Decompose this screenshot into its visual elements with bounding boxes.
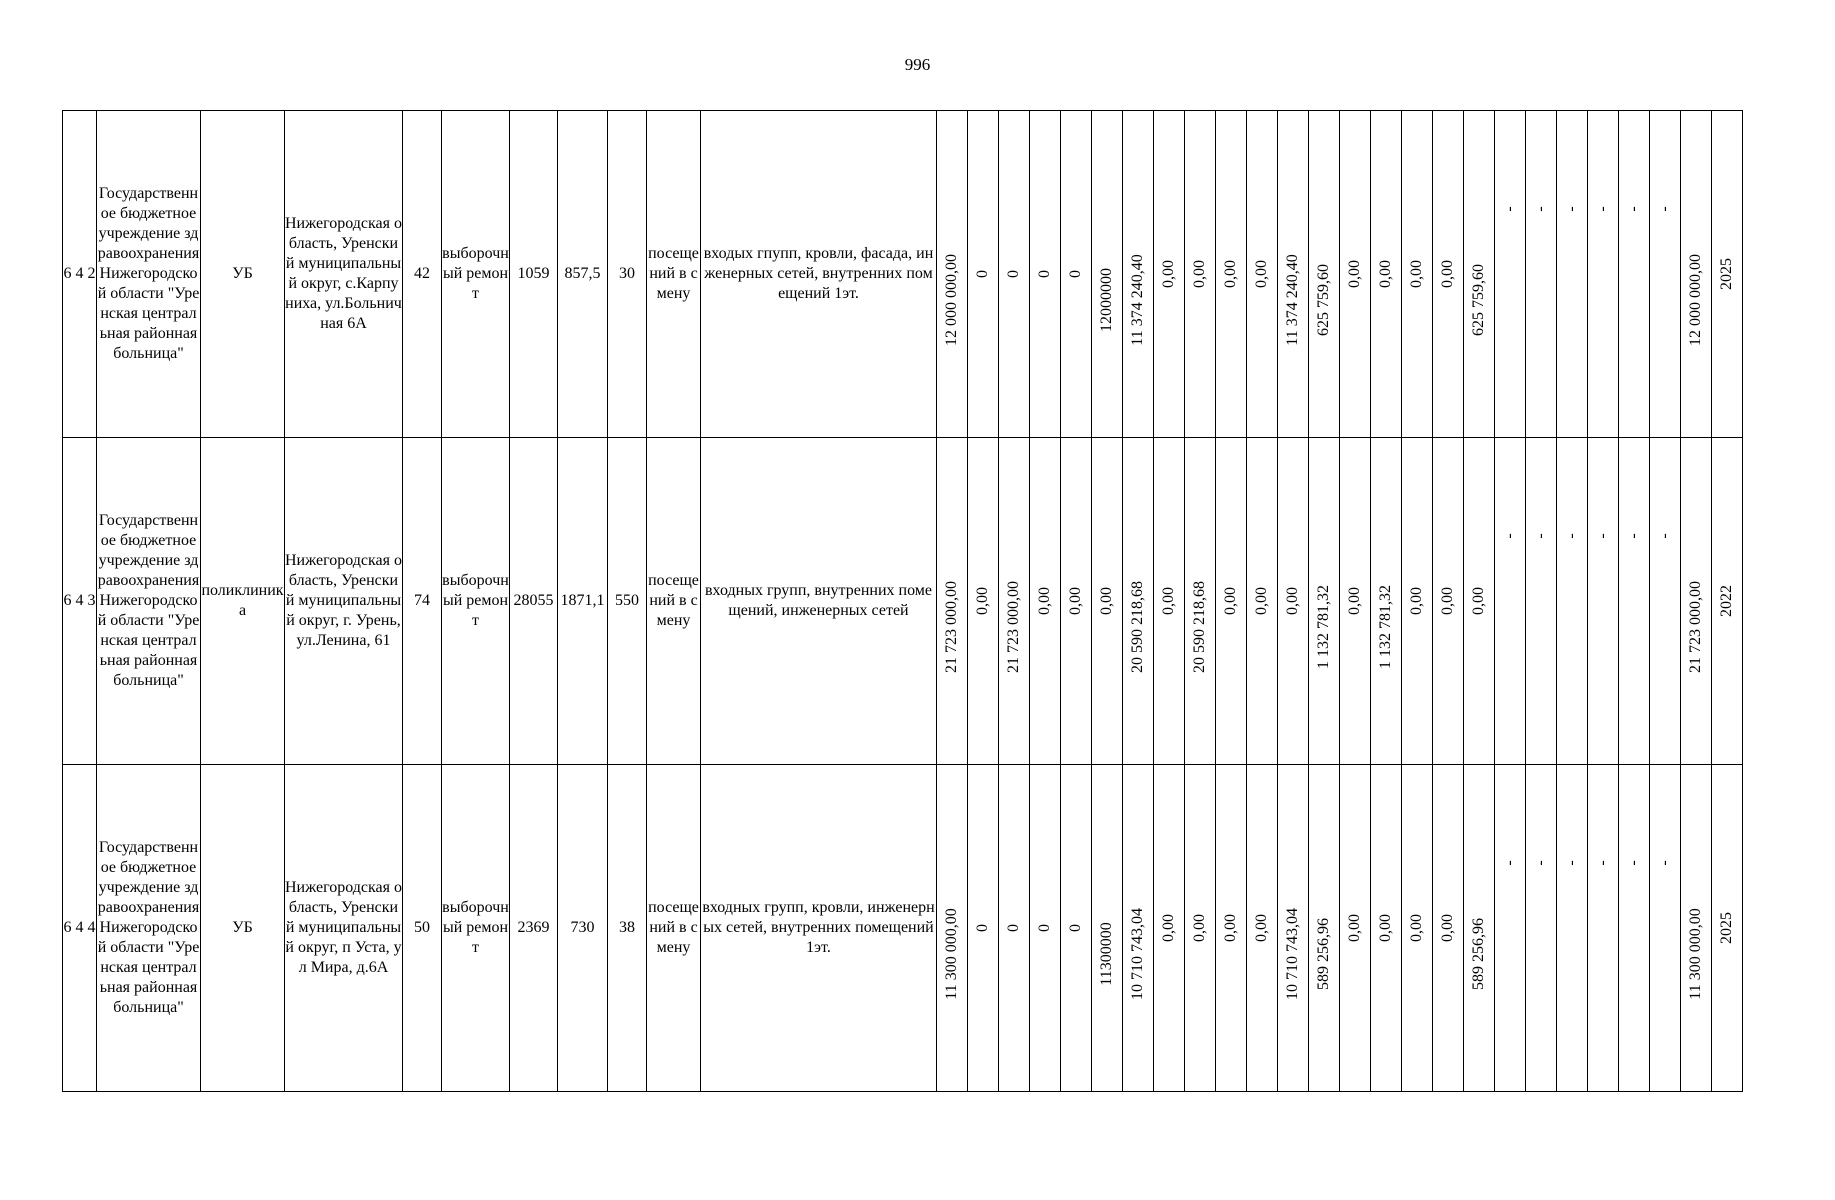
facility-type-cell <box>201 111 285 438</box>
code-cell-cell <box>403 111 442 438</box>
funding-value: 0,00 <box>1284 587 1301 615</box>
funding-cell <box>1371 111 1402 438</box>
funding-cell <box>1154 111 1185 438</box>
funding-value: 20 590 218,68 <box>1129 581 1146 674</box>
code-cell-cell <box>403 765 442 1092</box>
funding-value: 10 710 743,04 <box>1129 908 1146 1001</box>
capacity-value: 550 <box>615 592 639 609</box>
funding-value: 21 723 000,00 <box>943 581 960 674</box>
funding-value: - <box>1563 533 1580 539</box>
funding-value: - <box>1656 533 1673 539</box>
institution-name-cell <box>97 111 201 438</box>
funding-value: - <box>1594 533 1611 539</box>
funding-value: 0,00 <box>1191 914 1208 942</box>
year-or-id-cell: 28055 <box>513 592 554 609</box>
funding-value: - <box>1656 206 1673 212</box>
funding-cell <box>1030 765 1061 1092</box>
funding-cell <box>999 765 1030 1092</box>
funding-cell <box>1309 765 1340 1092</box>
funding-value: 12 000 000,00 <box>943 254 960 347</box>
area-cell: 857,5 <box>564 265 601 282</box>
funding-cell <box>1495 111 1526 438</box>
work-description: входных групп, внутренних помещений, инженерных сетей <box>705 582 932 619</box>
funding-cell <box>1712 438 1743 765</box>
funding-cell <box>1402 438 1433 765</box>
funding-value: - <box>1563 206 1580 212</box>
funding-cell <box>1185 765 1216 1092</box>
funding-cell <box>1092 765 1123 1092</box>
funding-cell <box>1216 111 1247 438</box>
row-number: 6 4 3 <box>63 592 96 609</box>
row-number-cell <box>63 111 97 438</box>
funding-cell <box>1309 111 1340 438</box>
area-cell-cell <box>558 438 608 765</box>
funding-value: 0 <box>1005 924 1022 932</box>
funding-value: 0,00 <box>974 587 991 615</box>
funding-cell <box>1464 765 1495 1092</box>
row-number: 6 4 2 <box>63 265 96 282</box>
funding-cell <box>1681 438 1712 765</box>
funding-cell <box>1433 438 1464 765</box>
funding-cell <box>999 111 1030 438</box>
facility-address: Нижегородская область, Уренский муниципальный округ, с.Карпуниха, ул.Больничная 6А <box>285 215 402 332</box>
funding-value: 0,00 <box>1408 260 1425 288</box>
funding-value: - <box>1625 533 1642 539</box>
funding-value: 625 759,60 <box>1315 264 1332 337</box>
funding-cell <box>1433 111 1464 438</box>
funding-cell <box>1278 765 1309 1092</box>
funding-value: 0,00 <box>1439 914 1456 942</box>
funding-cell <box>1495 438 1526 765</box>
funding-value: 0,00 <box>1222 260 1239 288</box>
funding-value: 0,00 <box>1067 587 1084 615</box>
work-description-cell <box>701 438 937 765</box>
area-cell-cell <box>558 765 608 1092</box>
funding-value: 0,00 <box>1377 914 1394 942</box>
funding-value: 0,00 <box>1439 260 1456 288</box>
funding-cell <box>1712 765 1743 1092</box>
institution-name-cell <box>97 765 201 1092</box>
funding-value: 0,00 <box>1160 260 1177 288</box>
funding-cell <box>1030 438 1061 765</box>
facility-type-cell <box>201 438 285 765</box>
funding-cell <box>1371 438 1402 765</box>
capacity-unit-cell <box>647 111 701 438</box>
area-cell: 730 <box>570 919 595 936</box>
funding-value: 0,00 <box>1253 587 1270 615</box>
funding-cell <box>1526 111 1557 438</box>
funding-cell <box>1557 111 1588 438</box>
funding-value: - <box>1532 206 1549 212</box>
funding-cell <box>1061 765 1092 1092</box>
funding-value: 589 256,96 <box>1315 918 1332 991</box>
funding-value: - <box>1594 860 1611 866</box>
row-number-cell <box>63 765 97 1092</box>
funding-value: 0 <box>1067 924 1084 932</box>
funding-cell <box>1619 765 1650 1092</box>
funding-value: 0,00 <box>1439 587 1456 615</box>
funding-value: - <box>1501 206 1518 212</box>
funding-cell <box>1123 111 1154 438</box>
funding-value: 0 <box>974 270 991 278</box>
funding-cell <box>968 111 999 438</box>
funding-cell <box>1650 111 1681 438</box>
funding-cell <box>1309 438 1340 765</box>
funding-cell <box>1123 438 1154 765</box>
facility-address: Нижегородская область, Уренский муниципальный округ, г. Урень, ул.Ленина, 61 <box>285 552 402 649</box>
funding-value: 0 <box>1067 270 1084 278</box>
funding-value: - <box>1563 860 1580 866</box>
capacity-value: 38 <box>619 919 635 936</box>
funding-cell <box>1247 438 1278 765</box>
work-type-cell <box>442 111 510 438</box>
capacity-unit: посещений в смену <box>648 245 699 302</box>
capacity-unit: посещений в смену <box>648 899 699 956</box>
code-cell-cell <box>403 438 442 765</box>
funding-value: 0,00 <box>1470 587 1487 615</box>
work-type: выборочный ремонт <box>442 245 509 302</box>
funding-value: 21 723 000,00 <box>1687 581 1704 674</box>
funding-value: 0 <box>1036 924 1053 932</box>
funding-cell <box>1588 111 1619 438</box>
funding-value: 0,00 <box>1191 260 1208 288</box>
year-or-id-cell-cell <box>510 438 558 765</box>
table-row <box>63 765 1743 1092</box>
funding-value: - <box>1625 206 1642 212</box>
funding-cell <box>1216 765 1247 1092</box>
funding-cell <box>1185 111 1216 438</box>
work-description-cell <box>701 111 937 438</box>
funding-cell <box>1340 765 1371 1092</box>
funding-value: - <box>1625 860 1642 866</box>
funding-value: 0 <box>974 924 991 932</box>
funding-cell <box>1588 765 1619 1092</box>
funding-value: 2022 <box>1718 585 1735 617</box>
funding-value: 11 300 000,00 <box>1687 908 1704 1000</box>
table-row <box>63 111 1743 438</box>
work-type-cell <box>442 438 510 765</box>
funding-cell <box>1216 438 1247 765</box>
capacity-value-cell <box>608 765 647 1092</box>
funding-cell <box>1464 438 1495 765</box>
page-number: 996 <box>904 55 931 74</box>
work-description-cell <box>701 765 937 1092</box>
work-type: выборочный ремонт <box>442 572 509 629</box>
funding-cell <box>1464 111 1495 438</box>
code-cell: 74 <box>414 592 430 609</box>
funding-cell <box>1557 765 1588 1092</box>
funding-cell <box>968 765 999 1092</box>
funding-cell <box>1681 765 1712 1092</box>
funding-cell <box>1371 765 1402 1092</box>
funding-cell <box>1402 765 1433 1092</box>
funding-value: 11300000 <box>1098 922 1115 986</box>
capacity-value-cell <box>608 438 647 765</box>
capacity-unit-cell <box>647 765 701 1092</box>
area-cell-cell <box>558 111 608 438</box>
funding-value: 0,00 <box>1346 260 1363 288</box>
funding-cell <box>1278 111 1309 438</box>
year-or-id-cell-cell <box>510 111 558 438</box>
facility-address-cell <box>285 765 403 1092</box>
funding-cell <box>999 438 1030 765</box>
funding-cell <box>1061 438 1092 765</box>
funding-cell <box>1588 438 1619 765</box>
funding-cell <box>1619 111 1650 438</box>
funding-value: - <box>1532 860 1549 866</box>
funding-value: 2025 <box>1718 258 1735 290</box>
funding-cell <box>1433 765 1464 1092</box>
work-description: входных групп, кровли, инженерных сетей, внутренних помещений 1эт. <box>702 899 935 956</box>
capacity-unit-cell <box>647 438 701 765</box>
work-type: выборочный ремонт <box>442 899 509 956</box>
work-description: входых гпупп, кровли, фасада, инженерных сетей, внутренних помещений 1эт. <box>703 245 934 302</box>
funding-value: 0,00 <box>1098 587 1115 615</box>
funding-cell <box>1061 111 1092 438</box>
area-cell: 1871,1 <box>560 592 605 609</box>
funding-value: 625 759,60 <box>1470 264 1487 337</box>
funding-value: 0,00 <box>1377 260 1394 288</box>
funding-value: 11 374 240,40 <box>1129 254 1146 346</box>
funding-value: - <box>1501 533 1518 539</box>
row-number-cell <box>63 438 97 765</box>
funding-value: 0,00 <box>1036 587 1053 615</box>
institution-name: Государственное бюджетное учреждение здравоохранения Нижегородской области "Уренская центральная районная больница" <box>97 185 200 362</box>
data-table <box>62 110 1743 1092</box>
row-number: 6 4 4 <box>63 919 96 936</box>
funding-value: 589 256,96 <box>1470 918 1487 991</box>
funding-value: 0,00 <box>1408 914 1425 942</box>
funding-cell <box>1402 111 1433 438</box>
institution-name-cell <box>97 438 201 765</box>
funding-cell <box>1557 438 1588 765</box>
work-type-cell <box>442 765 510 1092</box>
funding-cell <box>1247 765 1278 1092</box>
funding-value: - <box>1594 206 1611 212</box>
funding-value: 0,00 <box>1253 914 1270 942</box>
funding-cell <box>1650 438 1681 765</box>
funding-value: 0,00 <box>1346 587 1363 615</box>
facility-address-cell <box>285 111 403 438</box>
funding-cell <box>1092 111 1123 438</box>
funding-value: 2025 <box>1718 912 1735 944</box>
facility-type-cell <box>201 765 285 1092</box>
funding-cell <box>1619 438 1650 765</box>
funding-cell <box>937 765 968 1092</box>
funding-cell <box>1681 111 1712 438</box>
funding-value: 0,00 <box>1253 260 1270 288</box>
funding-cell <box>1340 438 1371 765</box>
funding-cell <box>1526 438 1557 765</box>
funding-cell <box>1340 111 1371 438</box>
funding-value: 12000000 <box>1098 268 1115 333</box>
funding-cell <box>1278 438 1309 765</box>
funding-cell <box>1123 765 1154 1092</box>
facility-address: Нижегородская область, Уренский муниципальный округ, п Уста, ул Мира, д.6А <box>285 879 402 976</box>
year-or-id-cell: 2369 <box>517 919 550 936</box>
funding-value: 0,00 <box>1160 914 1177 942</box>
capacity-value: 30 <box>619 265 635 282</box>
funding-value: 21 723 000,00 <box>1005 581 1022 674</box>
funding-value: 0,00 <box>1346 914 1363 942</box>
funding-value: 0,00 <box>1408 587 1425 615</box>
funding-cell <box>968 438 999 765</box>
code-cell: 50 <box>414 919 430 936</box>
funding-cell <box>937 438 968 765</box>
capacity-value-cell <box>608 111 647 438</box>
funding-value: - <box>1656 860 1673 866</box>
institution-name: Государственное бюджетное учреждение здравоохранения Нижегородской области "Уренская центральная районная больница" <box>97 512 200 689</box>
funding-cell <box>1247 111 1278 438</box>
funding-value: 1 132 781,32 <box>1377 585 1394 670</box>
facility-type: поликлиника <box>201 582 284 619</box>
funding-value: 0,00 <box>1160 587 1177 615</box>
funding-cell <box>1495 765 1526 1092</box>
funding-cell <box>1526 765 1557 1092</box>
year-or-id-cell: 1059 <box>517 265 550 282</box>
funding-cell <box>1092 438 1123 765</box>
funding-cell <box>1712 111 1743 438</box>
funding-value: 0,00 <box>1222 914 1239 942</box>
table-row <box>63 438 1743 765</box>
funding-value: 11 374 240,40 <box>1284 254 1301 346</box>
funding-cell <box>1154 438 1185 765</box>
funding-value: 11 300 000,00 <box>943 908 960 1000</box>
funding-cell <box>1030 111 1061 438</box>
facility-type: УБ <box>232 919 253 936</box>
capacity-unit: посещений в смену <box>648 572 699 629</box>
funding-cell <box>1650 765 1681 1092</box>
funding-cell <box>937 111 968 438</box>
facility-type: УБ <box>232 265 253 282</box>
year-or-id-cell-cell <box>510 765 558 1092</box>
code-cell: 42 <box>414 265 430 282</box>
funding-cell <box>1154 765 1185 1092</box>
funding-value: 1 132 781,32 <box>1315 585 1332 670</box>
funding-value: - <box>1501 860 1518 866</box>
institution-name: Государственное бюджетное учреждение здравоохранения Нижегородской области "Уренская центральная районная больница" <box>97 839 200 1016</box>
funding-value: 20 590 218,68 <box>1191 581 1208 674</box>
funding-value: 0 <box>1036 270 1053 278</box>
funding-value: 0,00 <box>1222 587 1239 615</box>
funding-value: 12 000 000,00 <box>1687 254 1704 347</box>
funding-value: - <box>1532 533 1549 539</box>
facility-address-cell <box>285 438 403 765</box>
funding-cell <box>1185 438 1216 765</box>
funding-value: 10 710 743,04 <box>1284 908 1301 1001</box>
funding-value: 0 <box>1005 270 1022 278</box>
